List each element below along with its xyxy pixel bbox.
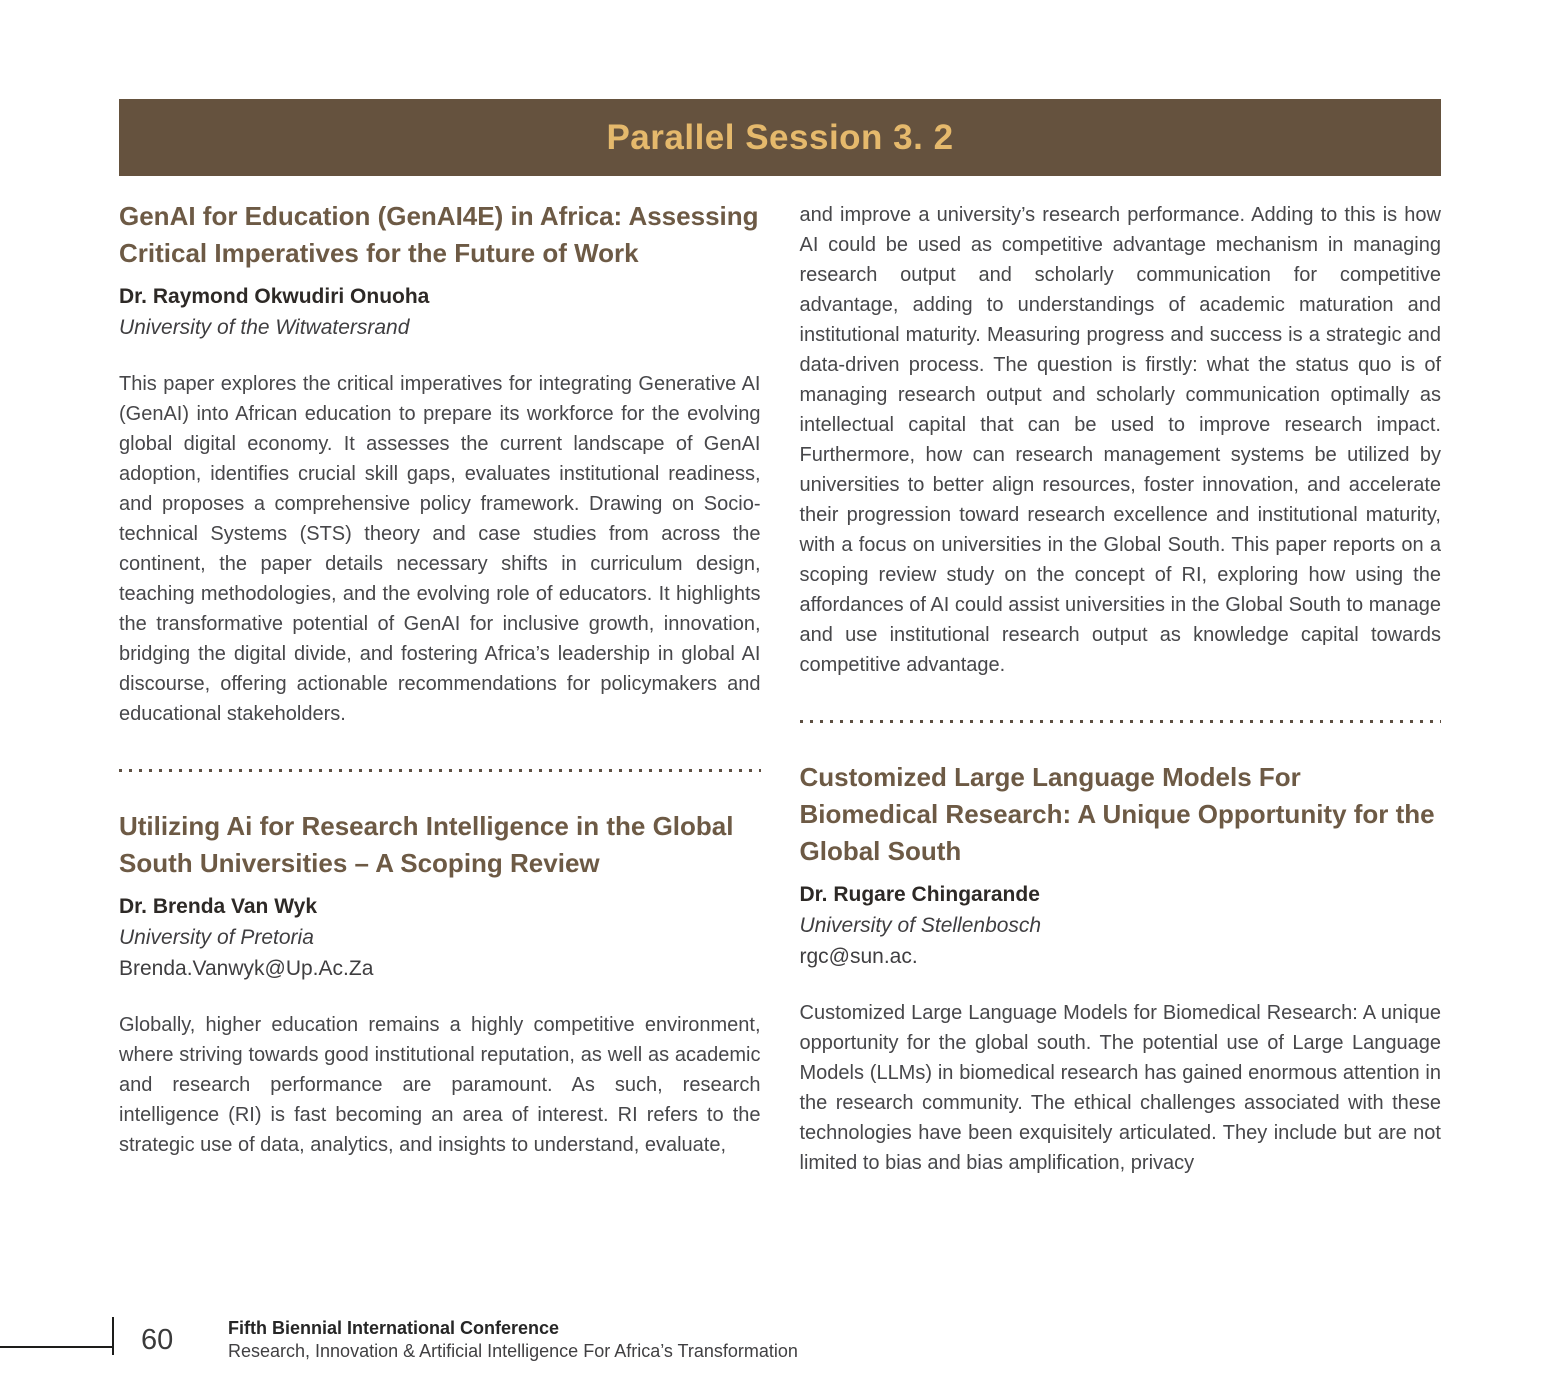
page-number: 60 — [141, 1324, 174, 1356]
abstract-body: Customized Large Language Models for Biomedical Research: A unique opportunity for the global south. The potential use of Large Language Models (LLMs) in biomedical research has gained enormous attention in the research community. The ethical challenges associated with these technologies have been exquisitely articulated. They include but are not limited to bias and bias amplification, privacy — [799, 1002, 1441, 1174]
abstract-author: Dr. Raymond Okwudiri Onuoha — [119, 285, 430, 308]
abstract-affiliation: University of the Witwatersrand — [119, 316, 410, 339]
abstract-author: Dr. Brenda Van Wyk — [119, 895, 318, 918]
dotted-divider — [800, 720, 1442, 723]
abstract-affiliation: University of Stellenbosch — [799, 914, 1042, 937]
session-title: Parallel Session 3. 2 — [606, 117, 954, 157]
footer-rule-line — [0, 1346, 114, 1348]
abstract-llm-biomedical — [800, 759, 1442, 1178]
footer-conference-subtitle: Research, Innovation & Artificial Intelligence For Africa’s Transformation — [228, 1341, 798, 1361]
abstract-affiliation: University of Pretoria — [119, 926, 314, 949]
abstract-title: Customized Large Language Models For Biomedical Research: A Unique Opportunity for the Global South — [799, 762, 1435, 866]
left-column — [119, 198, 761, 1178]
footer-tick-mark — [112, 1317, 114, 1355]
abstract-genai4e — [119, 198, 761, 729]
right-column — [800, 198, 1442, 1178]
abstract-research-intelligence — [119, 808, 761, 1160]
abstract-body: This paper explores the critical imperatives for integrating Generative AI (GenAI) into African education to prepare its workforce for the evolving global digital economy. It assesses the current landscape of GenAI adoption, identifies crucial skill gaps, evaluates institutional readiness, and proposes a comprehensive policy framework. Drawing on Socio-technical Systems (STS) theory and case studies from across the continent, the paper details necessary shifts in curriculum design, teaching methodologies, and the evolving role of educators. It highlights the transformative potential of GenAI for inclusive growth, innovation, bridging the digital divide, and fostering Africa’s leadership in global AI discourse, offering actionable recommendations for policymakers and educational stakeholders. — [119, 373, 761, 725]
abstract-author: Dr. Rugare Chingarande — [799, 883, 1040, 906]
footer-text-block — [228, 1317, 798, 1363]
dotted-divider — [119, 769, 761, 772]
session-banner — [119, 99, 1441, 176]
abstract-body-part1: Globally, higher education remains a highly competitive environment, where striving towards good institutional reputation, as well as academic and research performance are paramount. As such, research intelligence (RI) is fast becoming an area of interest. RI refers to the strategic use of data, analytics, and insights to understand, evaluate, — [119, 1014, 761, 1156]
abstract-email: rgc@sun.ac. — [799, 945, 918, 968]
content-columns — [119, 198, 1441, 1178]
abstract-email: Brenda.Vanwyk@Up.Ac.Za — [119, 957, 374, 980]
abstract-body-continuation: and improve a university’s research performance. Adding to this is how AI could be used as competitive advantage mechanism in managing research output and scholarly communication for competitive advantage, adding to understandings of academic maturation and institutional maturity. Measuring progress and success is a strategic and data-driven process. The question is firstly: what the status quo is of managing research output and scholarly communication optimally as intellectual capital that can be used to improve research impact. Furthermore, how can research management systems be utilized by universities to better align resources, foster innovation, and accelerate their progression toward research excellence and institutional maturity, with a focus on universities in the Global South. This paper reports on a scoping review study on the concept of RI, exploring how using the affordances of AI could assist universities in the Global South to manage and use institutional research output as knowledge capital towards competitive advantage. — [799, 204, 1441, 676]
abstract-title: GenAI for Education (GenAI4E) in Africa: Assessing Critical Imperatives for the Future of Work — [119, 201, 759, 268]
abstract-title: Utilizing Ai for Research Intelligence in the Global South Universities – A Scoping Review — [119, 811, 734, 878]
footer-conference-name: Fifth Biennial International Conference — [228, 1318, 560, 1338]
